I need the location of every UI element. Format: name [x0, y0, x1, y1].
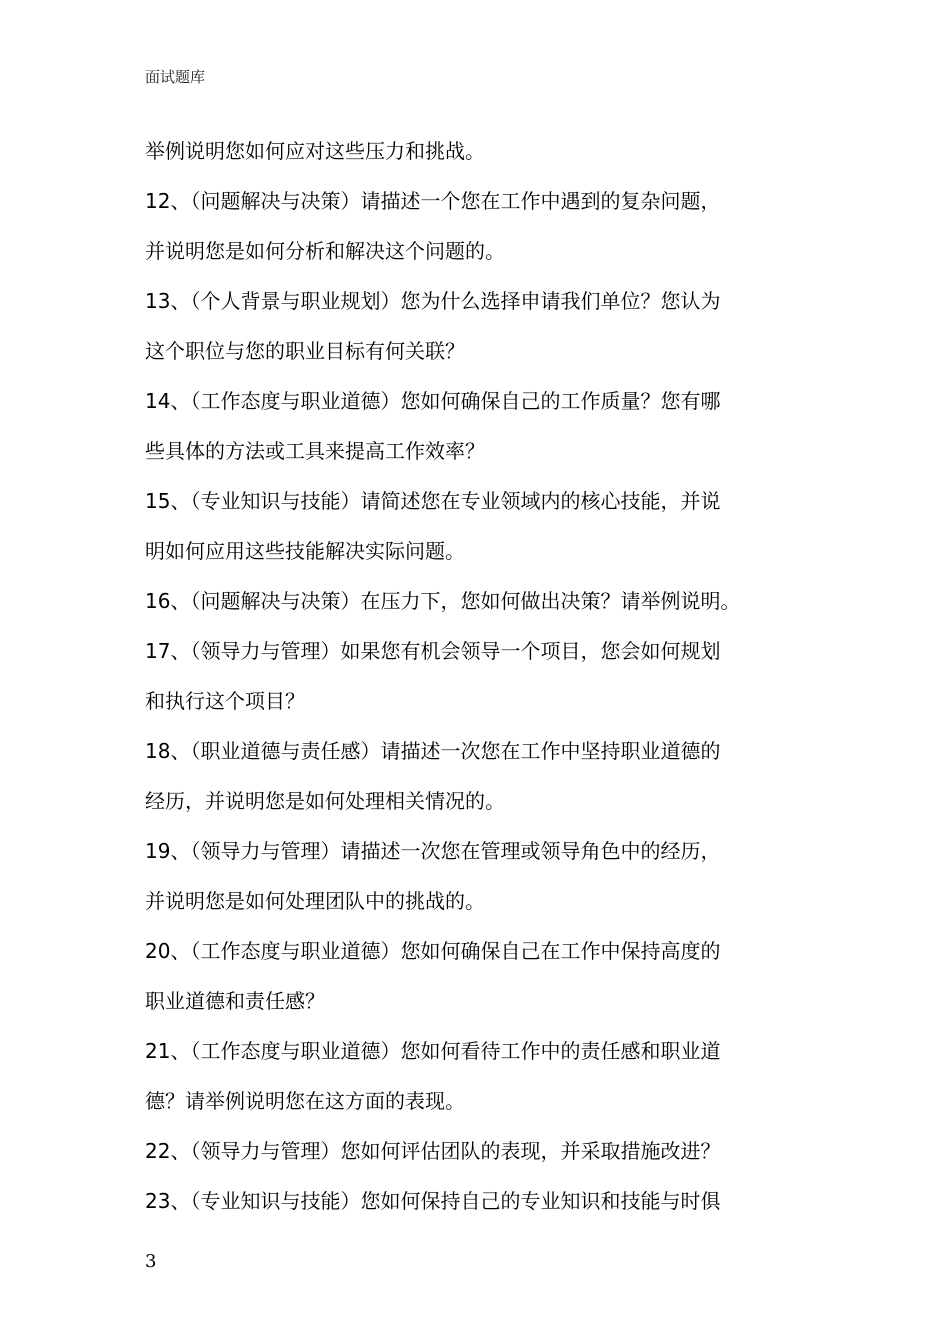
text-line: 14、（工作态度与职业道德）您如何确保自己的工作质量？您有哪 — [145, 389, 721, 413]
text-line: 这个职位与您的职业目标有何关联？ — [145, 339, 465, 363]
text-line: 并说明您是如何处理团队中的挑战的。 — [145, 889, 485, 913]
text-line: 举例说明您如何应对这些压力和挑战。 — [145, 139, 485, 163]
text-line: 和执行这个项目？ — [145, 689, 305, 713]
text-line: 13、（个人背景与职业规划）您为什么选择申请我们单位？您认为 — [145, 289, 721, 313]
text-line: 16、（问题解决与决策）在压力下，您如何做出决策？请举例说明。 — [145, 589, 741, 613]
text-line: 经历，并说明您是如何处理相关情况的。 — [145, 789, 505, 813]
text-line: 19、（领导力与管理）请描述一次您在管理或领导角色中的经历， — [145, 839, 721, 863]
question-list — [145, 126, 815, 1226]
text-line: 并说明您是如何分析和解决这个问题的。 — [145, 239, 505, 263]
text-line: 18、（职业道德与责任感）请描述一次您在工作中坚持职业道德的 — [145, 739, 721, 763]
text-line: 23、（专业知识与技能）您如何保持自己的专业知识和技能与时俱 — [145, 1189, 721, 1213]
text-line: 12、（问题解决与决策）请描述一个您在工作中遇到的复杂问题， — [145, 189, 721, 213]
text-line: 21、（工作态度与职业道德）您如何看待工作中的责任感和职业道 — [145, 1039, 721, 1063]
text-line: 15、（专业知识与技能）请简述您在专业领域内的核心技能，并说 — [145, 489, 721, 513]
page-number: 3 — [145, 1251, 157, 1272]
text-line: 17、（领导力与管理）如果您有机会领导一个项目，您会如何规划 — [145, 639, 721, 663]
text-line: 职业道德和责任感？ — [145, 989, 325, 1013]
text-line: 明如何应用这些技能解决实际问题。 — [145, 539, 465, 563]
text-line: 德？请举例说明您在这方面的表现。 — [145, 1089, 465, 1113]
text-line: 些具体的方法或工具来提高工作效率？ — [145, 439, 485, 463]
text-line: 22、（领导力与管理）您如何评估团队的表现，并采取措施改进？ — [145, 1139, 721, 1163]
page-header: 面试题库 — [145, 68, 206, 86]
text-line: 20、（工作态度与职业道德）您如何确保自己在工作中保持高度的 — [145, 939, 721, 963]
